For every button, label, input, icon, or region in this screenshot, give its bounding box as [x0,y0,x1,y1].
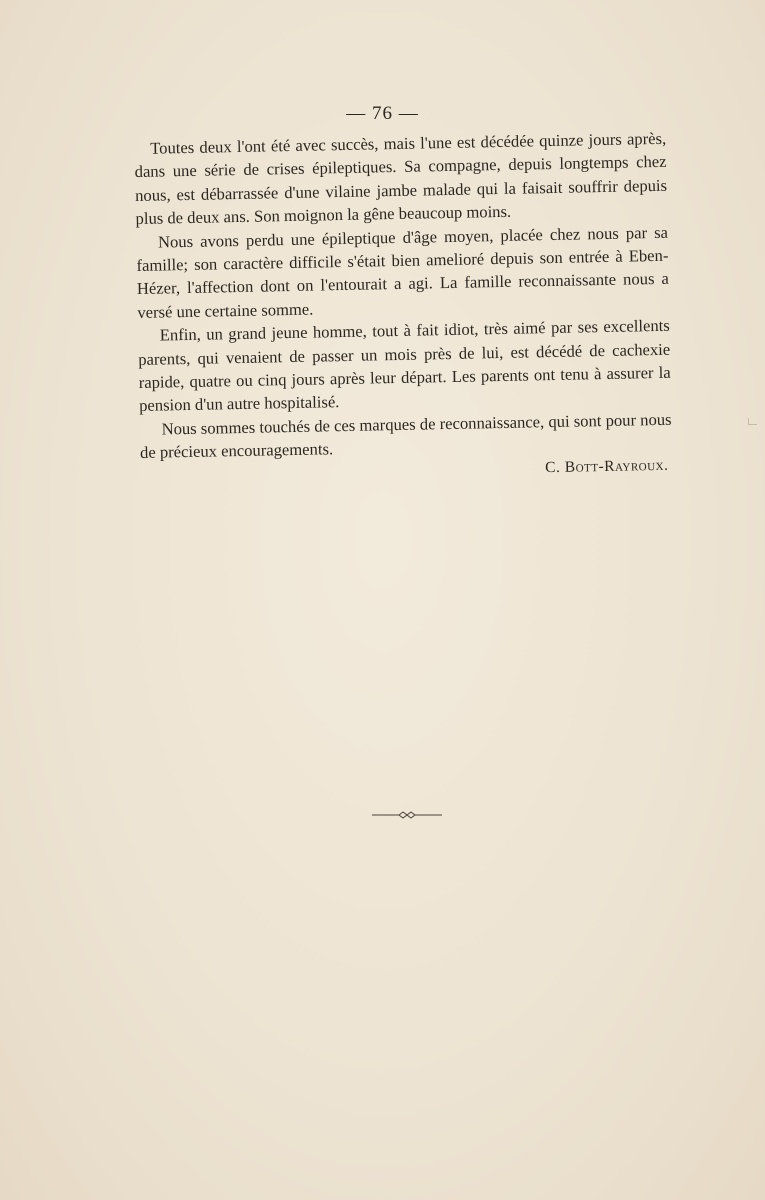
body-text [134,127,673,485]
paragraph-2: Nous avons perdu une épileptique d'âge moyen, placée chez nous par sa famille; son caractère difficile s'était bien amelioré depuis son entrée à Eben-Hézer, l'affection dont on l'entourait a agi. La famille reconnaissante nous a versé une certaine somme. [136,222,670,322]
page-number: — 76 — [346,103,419,124]
paragraph-3: Enfin, un grand jeune homme, tout à fait idiot, très aimé par ses excellents parents, qui venaient de passer un mois près de lui, est décédé de cachexie rapide, quatre ou cinq jours après leur départ. Les parents ont tenu à assurer la pension d'un autre hospitalisé. [138,316,671,416]
paragraph-4: Nous sommes touchés de ces marques de reconnaissance, qui sont pour nous de précieux encouragements. [139,409,672,463]
signature: C. Bott-Rayroux. [545,456,669,476]
ornament-divider-icon [372,808,442,822]
paper-mark [748,418,757,425]
paragraph-1: Toutes deux l'ont été avec succès, mais l'une est décédée quinze jours après, dans une série de crises épileptiques. Sa compagne, depuis longtemps chez nous, est débarrassée d'une vilaine jambe malade qui la faisait souffrir depuis plus de deux ans. Son moignon la gêne beaucoup moins. [134,128,668,229]
